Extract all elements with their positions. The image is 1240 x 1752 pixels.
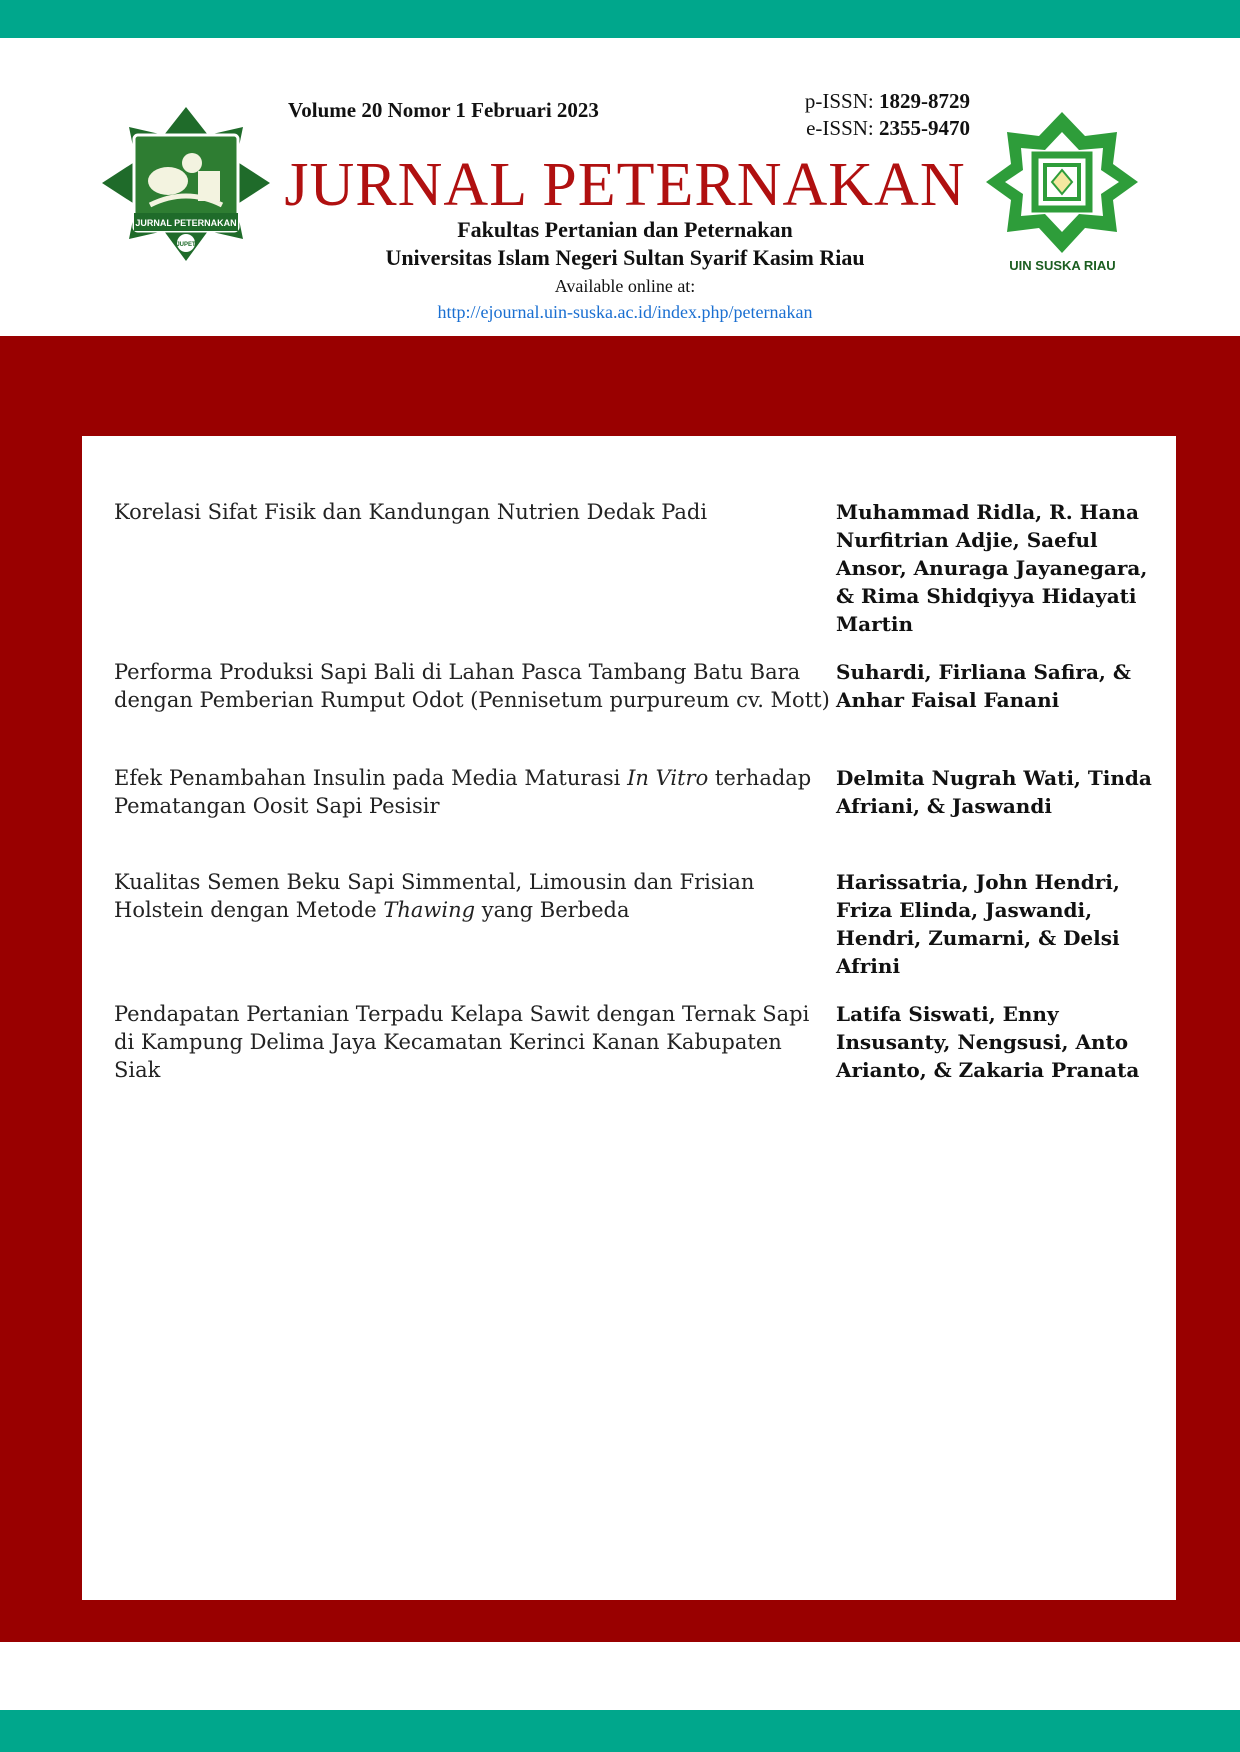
article-authors: Delmita Nugrah Wati, Tinda Afriani, & Jaswandi — [836, 766, 1152, 818]
article-title-post: yang Berbeda — [475, 898, 630, 922]
e-issn-label: e-ISSN: — [806, 116, 874, 140]
left-logo-text: JURNAL PETERNAKAN — [135, 218, 237, 228]
available-online-label: Available online at: — [554, 276, 696, 296]
article-title-italic: In Vitro — [627, 766, 709, 790]
article-authors: Harissatria, John Hendri, Friza Elinda, Jaswandi, Hendri, Zumarni, & Delsi Afrini — [836, 870, 1120, 978]
article-title-post: terhadap Pematangan Oosit Sapi Pesisir — [114, 766, 812, 818]
faculty-name: Fakultas Pertanian dan Peternakan — [457, 217, 793, 242]
article-title[interactable]: Pendapatan Pertanian Terpadu Kelapa Sawit dengan Ternak Sapi di Kampung Delima Jaya Kecamatan Kerinci Kanan Kabupaten Siak — [114, 1002, 810, 1082]
journal-url-link[interactable]: http://ejournal.uin-suska.ac.id/index.php/peternakan — [437, 302, 813, 322]
volume-info: Volume 20 Nomor 1 Februari 2023 — [288, 98, 599, 122]
university-name: Universitas Islam Negeri Sultan Syarif Kasim Riau — [385, 245, 865, 270]
article-title[interactable] — [114, 868, 834, 924]
e-issn: 2355-9470 — [879, 116, 970, 140]
journal-title: JURNAL PETERNAKAN — [284, 151, 966, 219]
contents-panel — [82, 436, 1176, 1600]
article-title-pre: Efek Penambahan Insulin pada Media Maturasi — [114, 766, 628, 790]
jurnal-peternakan-logo-icon — [98, 105, 274, 267]
article-authors: Latifa Siswati, Enny Insusanty, Nengsusi, Anto Arianto, & Zakaria Pranata — [836, 1002, 1140, 1082]
left-logo-sub: JUPET — [176, 242, 196, 248]
article-authors: Suhardi, Firliana Safira, & Anhar Faisal Fanani — [836, 660, 1131, 712]
article-title-italic: Thawing — [383, 898, 476, 922]
p-issn: 1829-8729 — [879, 89, 970, 113]
top-teal-band — [0, 0, 1240, 38]
article-authors: Muhammad Ridla, R. Hana Nurfitrian Adjie, Saeful Ansor, Anuraga Jayanegara, & Rima Shidqiyya Hidayati Martin — [836, 500, 1148, 636]
article-title-pre: Kualitas Semen Beku Sapi Simmental, Limousin dan Frisian Holstein dengan Metode — [114, 870, 755, 922]
article-title[interactable]: Korelasi Sifat Fisik dan Kandungan Nutrien Dedak Padi — [114, 500, 708, 524]
uin-suska-logo-icon — [985, 110, 1140, 255]
article-title[interactable] — [114, 764, 834, 820]
bottom-teal-band — [0, 1710, 1240, 1752]
article-title[interactable]: Performa Produksi Sapi Bali di Lahan Pasca Tambang Batu Bara dengan Pemberian Rumput Odot (Pennisetum purpureum cv. Mott) — [114, 660, 830, 712]
issn-block — [805, 88, 970, 142]
p-issn-label: p-ISSN: — [804, 89, 874, 113]
uin-suska-label: UIN SUSKA RIAU — [1009, 258, 1116, 273]
